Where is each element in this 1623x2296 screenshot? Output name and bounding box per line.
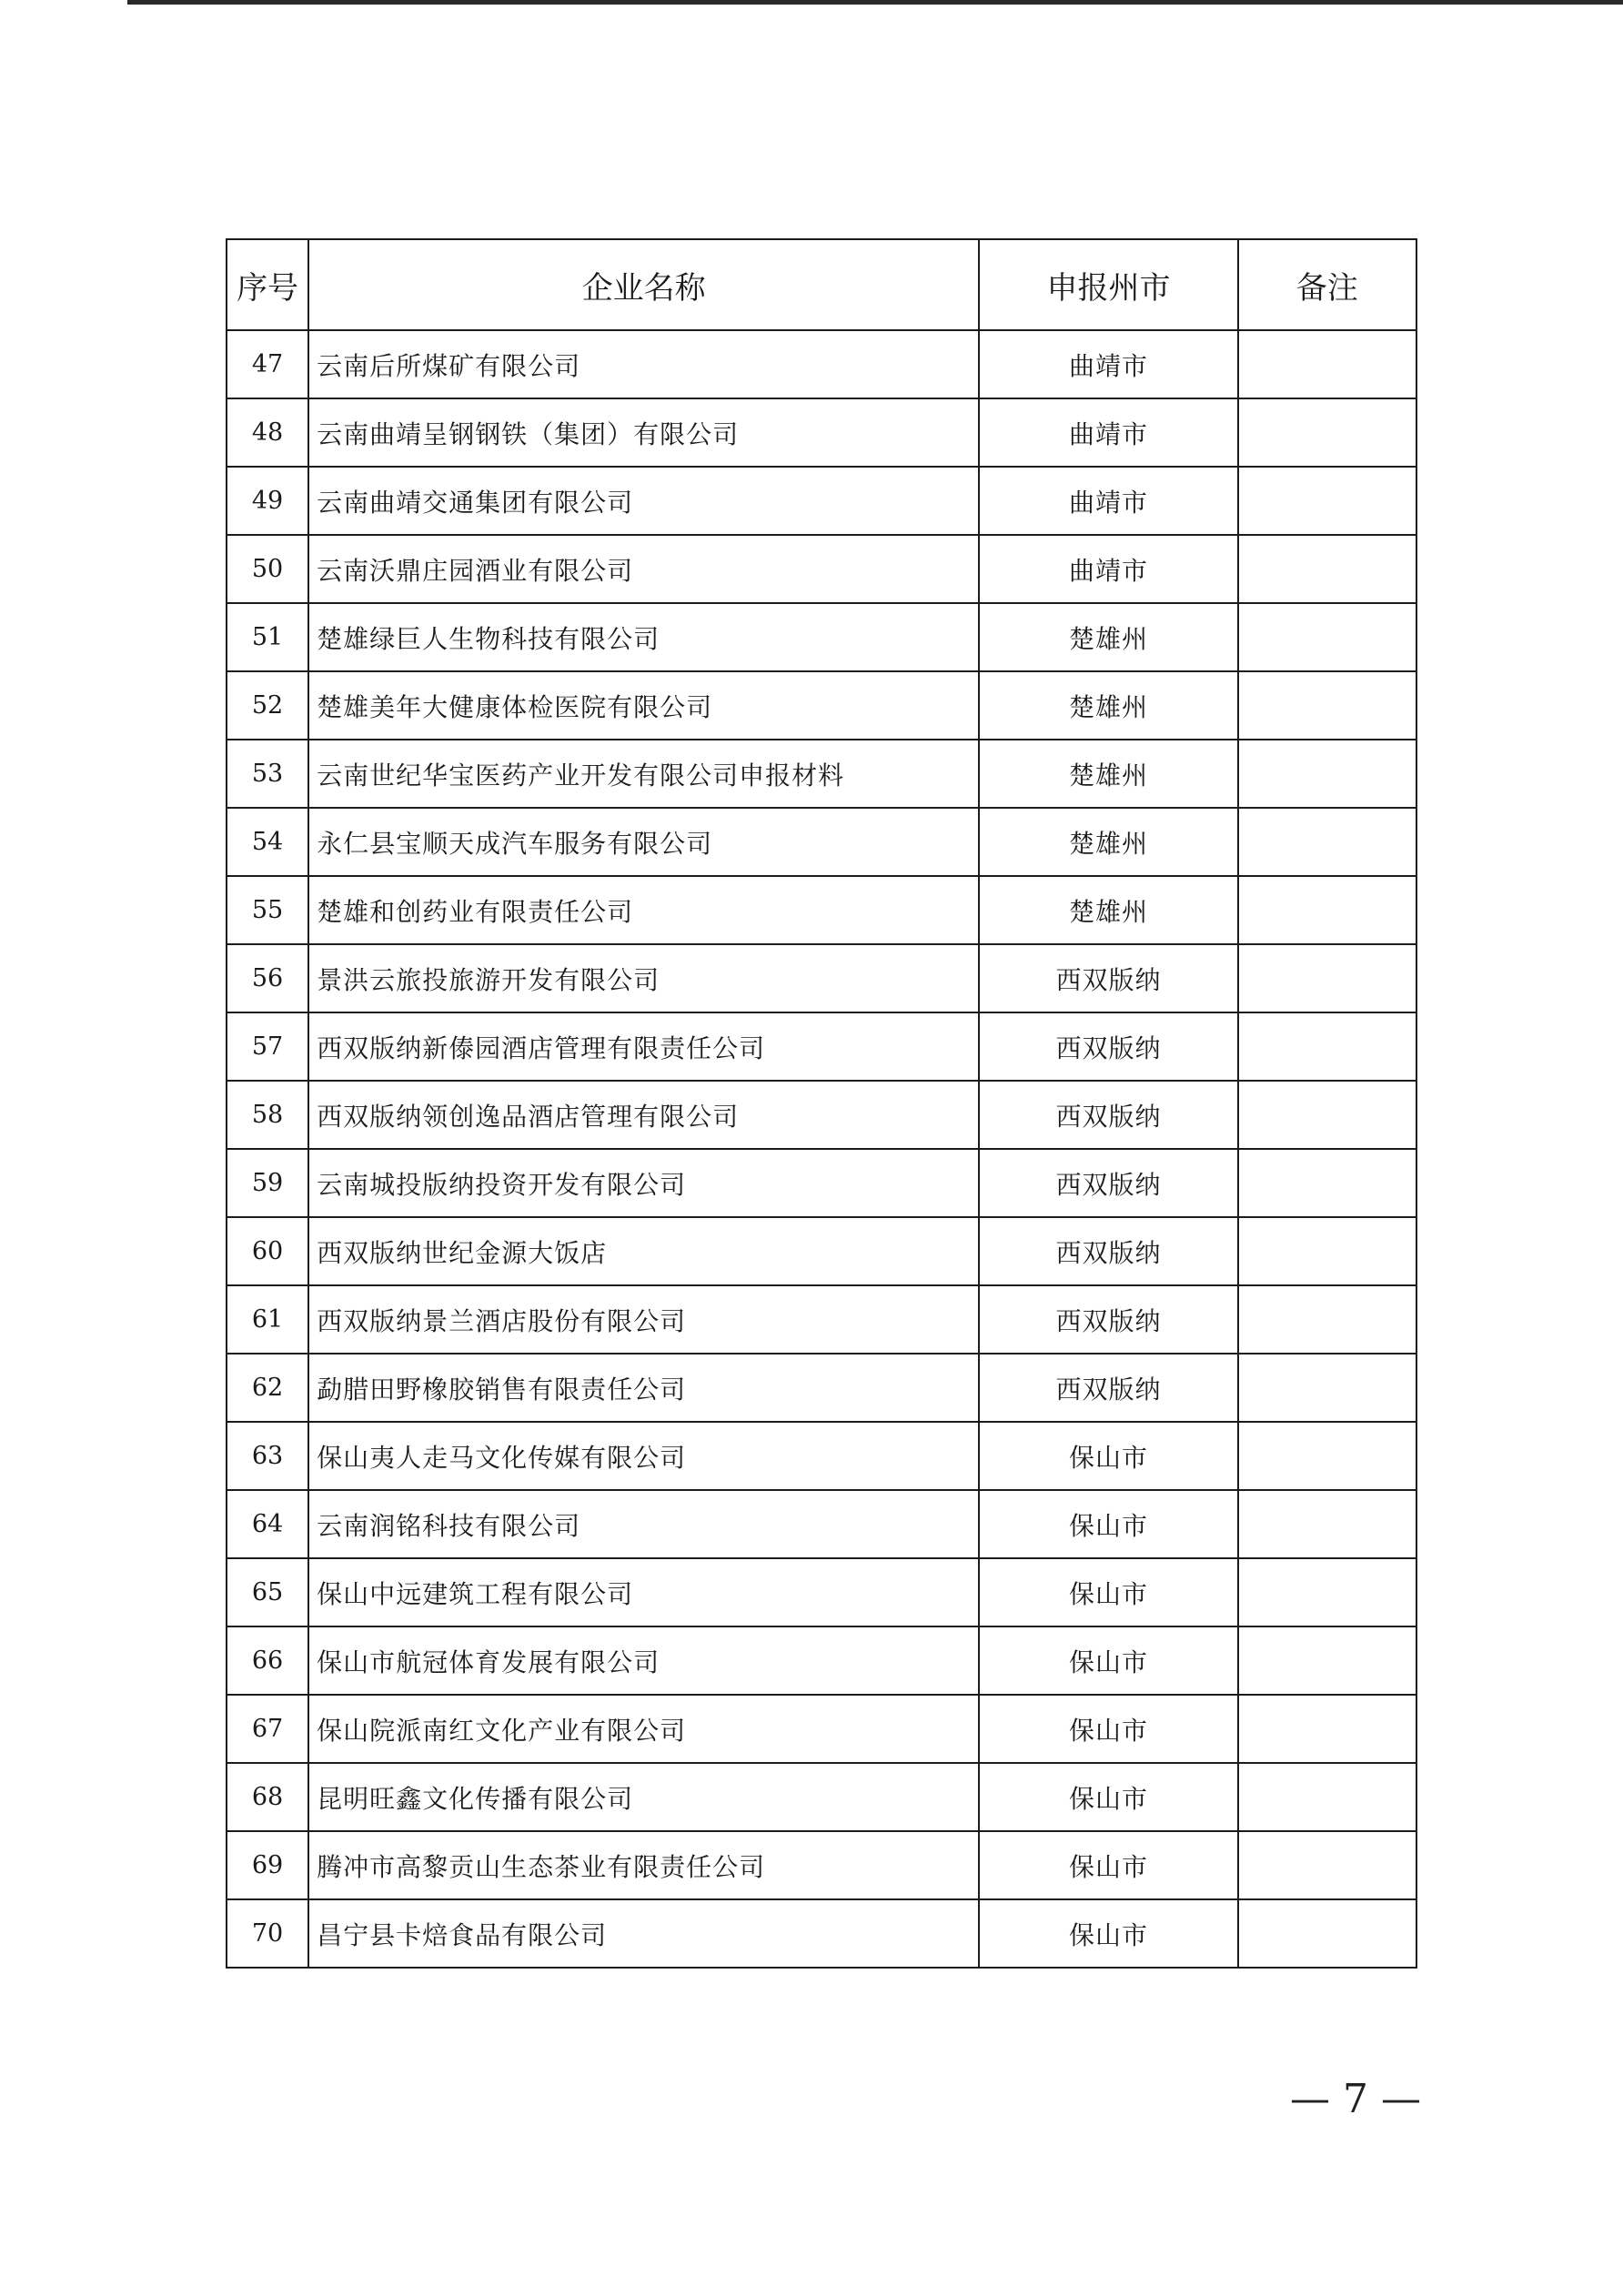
row-region-cell: 楚雄州 <box>979 671 1237 740</box>
row-remarks-cell <box>1238 808 1416 876</box>
row-company-name-cell: 云南城投版纳投资开发有限公司 <box>308 1149 979 1217</box>
row-remarks-cell <box>1238 1763 1416 1831</box>
row-company-name-cell: 云南沃鼎庄园酒业有限公司 <box>308 535 979 603</box>
table-row <box>227 1081 1416 1149</box>
row-remarks-cell <box>1238 603 1416 671</box>
row-seq-cell: 55 <box>227 876 308 944</box>
row-remarks-cell <box>1238 1831 1416 1899</box>
row-company-name-cell: 西双版纳世纪金源大饭店 <box>308 1217 979 1285</box>
row-region-cell: 保山市 <box>979 1695 1237 1763</box>
row-seq-cell: 61 <box>227 1285 308 1354</box>
row-remarks-cell <box>1238 1490 1416 1558</box>
row-company-name-cell: 保山中远建筑工程有限公司 <box>308 1558 979 1626</box>
row-company-name-cell: 西双版纳景兰酒店股份有限公司 <box>308 1285 979 1354</box>
table-row <box>227 535 1416 603</box>
row-remarks-cell <box>1238 1149 1416 1217</box>
row-company-name-cell: 云南曲靖呈钢钢铁（集团）有限公司 <box>308 398 979 467</box>
row-seq-cell: 70 <box>227 1899 308 1968</box>
row-remarks-cell <box>1238 876 1416 944</box>
table-row <box>227 467 1416 535</box>
row-company-name-cell: 云南后所煤矿有限公司 <box>308 330 979 398</box>
table-row <box>227 1695 1416 1763</box>
scan-top-edge <box>127 0 1623 5</box>
row-region-cell: 西双版纳 <box>979 1217 1237 1285</box>
header-company-name: 企业名称 <box>308 239 979 330</box>
row-remarks-cell <box>1238 944 1416 1012</box>
row-remarks-cell <box>1238 330 1416 398</box>
company-list-table <box>226 238 1417 1969</box>
table-row <box>227 1422 1416 1490</box>
row-remarks-cell <box>1238 1626 1416 1695</box>
row-seq-cell: 66 <box>227 1626 308 1695</box>
row-region-cell: 保山市 <box>979 1899 1237 1968</box>
row-company-name-cell: 景洪云旅投旅游开发有限公司 <box>308 944 979 1012</box>
table-row <box>227 1899 1416 1968</box>
row-seq-cell: 67 <box>227 1695 308 1763</box>
table-row <box>227 1285 1416 1354</box>
row-seq-cell: 59 <box>227 1149 308 1217</box>
row-seq-cell: 64 <box>227 1490 308 1558</box>
row-remarks-cell <box>1238 1899 1416 1968</box>
row-company-name-cell: 西双版纳新傣园酒店管理有限责任公司 <box>308 1012 979 1081</box>
row-company-name-cell: 勐腊田野橡胶销售有限责任公司 <box>308 1354 979 1422</box>
row-company-name-cell: 昆明旺鑫文化传播有限公司 <box>308 1763 979 1831</box>
row-region-cell: 西双版纳 <box>979 1081 1237 1149</box>
row-seq-cell: 53 <box>227 740 308 808</box>
row-region-cell: 曲靖市 <box>979 535 1237 603</box>
row-company-name-cell: 云南世纪华宝医药产业开发有限公司申报材料 <box>308 740 979 808</box>
row-region-cell: 楚雄州 <box>979 808 1237 876</box>
table-row <box>227 1012 1416 1081</box>
row-remarks-cell <box>1238 1558 1416 1626</box>
row-remarks-cell <box>1238 535 1416 603</box>
table-row <box>227 1217 1416 1285</box>
row-company-name-cell: 保山市航冠体育发展有限公司 <box>308 1626 979 1695</box>
row-region-cell: 保山市 <box>979 1490 1237 1558</box>
row-company-name-cell: 昌宁县卡焙食品有限公司 <box>308 1899 979 1968</box>
row-seq-cell: 47 <box>227 330 308 398</box>
row-region-cell: 西双版纳 <box>979 1285 1237 1354</box>
row-seq-cell: 57 <box>227 1012 308 1081</box>
row-seq-cell: 51 <box>227 603 308 671</box>
row-seq-cell: 56 <box>227 944 308 1012</box>
table-row <box>227 876 1416 944</box>
row-remarks-cell <box>1238 671 1416 740</box>
row-remarks-cell <box>1238 467 1416 535</box>
row-region-cell: 西双版纳 <box>979 1149 1237 1217</box>
header-region: 申报州市 <box>979 239 1237 330</box>
row-company-name-cell: 腾冲市高黎贡山生态茶业有限责任公司 <box>308 1831 979 1899</box>
row-remarks-cell <box>1238 1285 1416 1354</box>
table-row <box>227 603 1416 671</box>
row-region-cell: 保山市 <box>979 1558 1237 1626</box>
row-region-cell: 曲靖市 <box>979 467 1237 535</box>
row-seq-cell: 52 <box>227 671 308 740</box>
row-seq-cell: 50 <box>227 535 308 603</box>
row-region-cell: 保山市 <box>979 1422 1237 1490</box>
row-company-name-cell: 永仁县宝顺天成汽车服务有限公司 <box>308 808 979 876</box>
row-remarks-cell <box>1238 1217 1416 1285</box>
row-seq-cell: 49 <box>227 467 308 535</box>
row-company-name-cell: 云南曲靖交通集团有限公司 <box>308 467 979 535</box>
row-remarks-cell <box>1238 1695 1416 1763</box>
table-row <box>227 1626 1416 1695</box>
table-row <box>227 1149 1416 1217</box>
row-region-cell: 西双版纳 <box>979 944 1237 1012</box>
row-region-cell: 西双版纳 <box>979 1354 1237 1422</box>
table-row <box>227 944 1416 1012</box>
row-company-name-cell: 保山院派南红文化产业有限公司 <box>308 1695 979 1763</box>
row-seq-cell: 48 <box>227 398 308 467</box>
row-seq-cell: 58 <box>227 1081 308 1149</box>
row-company-name-cell: 楚雄绿巨人生物科技有限公司 <box>308 603 979 671</box>
table-row <box>227 330 1416 398</box>
row-region-cell: 楚雄州 <box>979 603 1237 671</box>
row-region-cell: 曲靖市 <box>979 330 1237 398</box>
row-company-name-cell: 保山夷人走马文化传媒有限公司 <box>308 1422 979 1490</box>
page-number: — 7 — <box>1290 2076 1421 2122</box>
row-remarks-cell <box>1238 1422 1416 1490</box>
row-remarks-cell <box>1238 398 1416 467</box>
row-seq-cell: 60 <box>227 1217 308 1285</box>
header-remarks: 备注 <box>1238 239 1416 330</box>
row-remarks-cell <box>1238 1012 1416 1081</box>
row-region-cell: 楚雄州 <box>979 740 1237 808</box>
table-row <box>227 808 1416 876</box>
row-remarks-cell <box>1238 1354 1416 1422</box>
row-seq-cell: 69 <box>227 1831 308 1899</box>
table-body <box>227 330 1416 1968</box>
row-seq-cell: 68 <box>227 1763 308 1831</box>
row-remarks-cell <box>1238 740 1416 808</box>
row-region-cell: 西双版纳 <box>979 1012 1237 1081</box>
row-seq-cell: 54 <box>227 808 308 876</box>
table-header-row <box>227 239 1416 330</box>
table-row <box>227 1490 1416 1558</box>
row-seq-cell: 65 <box>227 1558 308 1626</box>
table-row <box>227 398 1416 467</box>
row-seq-cell: 63 <box>227 1422 308 1490</box>
row-region-cell: 曲靖市 <box>979 398 1237 467</box>
row-region-cell: 保山市 <box>979 1626 1237 1695</box>
row-region-cell: 保山市 <box>979 1831 1237 1899</box>
row-region-cell: 楚雄州 <box>979 876 1237 944</box>
table-row <box>227 1558 1416 1626</box>
table-row <box>227 1354 1416 1422</box>
row-company-name-cell: 西双版纳领创逸品酒店管理有限公司 <box>308 1081 979 1149</box>
row-region-cell: 保山市 <box>979 1763 1237 1831</box>
row-seq-cell: 62 <box>227 1354 308 1422</box>
table-row <box>227 1831 1416 1899</box>
header-seq: 序号 <box>227 239 308 330</box>
table-row <box>227 740 1416 808</box>
table-row <box>227 1763 1416 1831</box>
row-company-name-cell: 云南润铭科技有限公司 <box>308 1490 979 1558</box>
row-remarks-cell <box>1238 1081 1416 1149</box>
row-company-name-cell: 楚雄和创药业有限责任公司 <box>308 876 979 944</box>
row-company-name-cell: 楚雄美年大健康体检医院有限公司 <box>308 671 979 740</box>
table-row <box>227 671 1416 740</box>
